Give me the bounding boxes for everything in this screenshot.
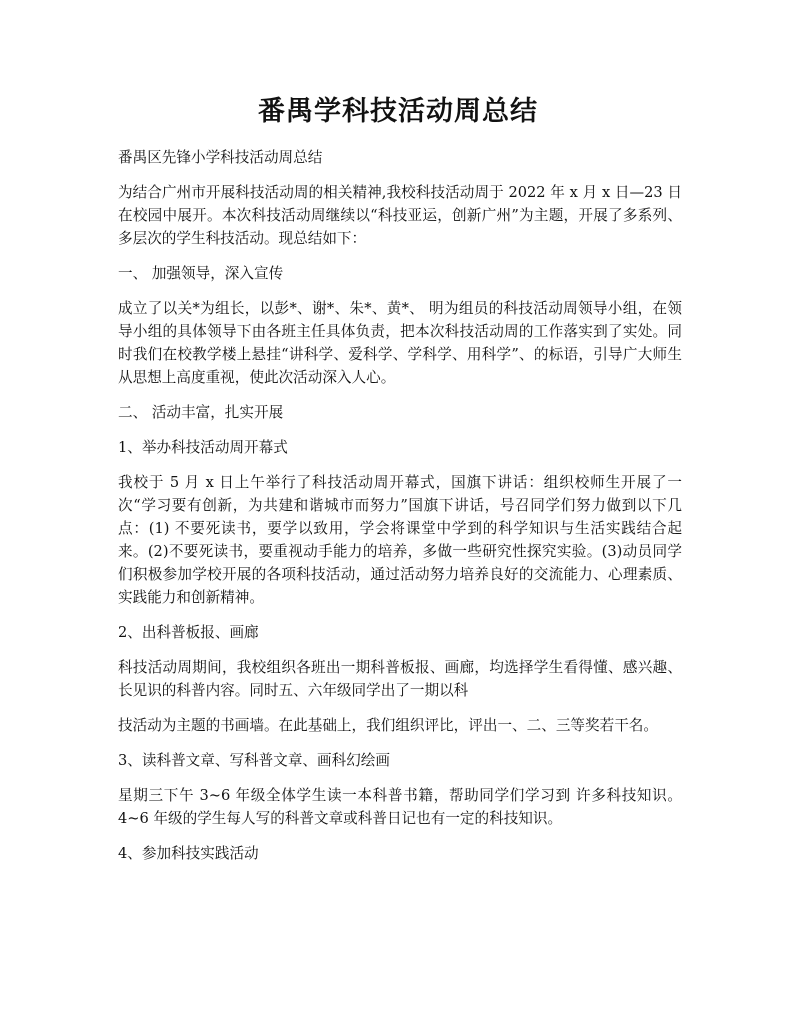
document-body (118, 146, 682, 877)
reading-paragraph: 星期三下午 3~6 年级全体学生读一本科普书籍，帮助同学们学习到 许多科技知识。4~6 年级的学生每人写的科普文章或科普日记也有一定的科技知识。 (118, 787, 682, 827)
intro-paragraph: 为结合广州市开展科技活动周的相关精神,我校科技活动周于 2022 年 x 月 x 日—23 日在校园中展开。本次科技活动周继续以“科技亚运，创新广州”为主题，开展了多系列、多层次的学生科技活动。现总结如下： (118, 184, 682, 247)
subheading-2: 2、出科普板报、画廊 (118, 624, 259, 641)
subheading-4: 4、参加科技实践活动 (118, 845, 259, 862)
document-subtitle: 番禺区先锋小学科技活动周总结 (118, 149, 323, 166)
bulletin-paragraph-part-1: 科技活动周期间，我校组织各班出一期科普板报、画廊，均选择学生看得懂、感兴趣、长见识的科普内容。同时五、六年级同学出了一期以科 (118, 659, 682, 699)
section-heading-1: 一、 加强领导，深入宣传 (118, 265, 284, 282)
section-heading-2: 二、 活动丰富，扎实开展 (118, 404, 284, 421)
bulletin-paragraph-part-2: 技活动为主题的书画墙。在此基础上，我们组织评比，评出一、二、三等奖若干名。 (118, 717, 658, 734)
document-title: 番禺学科技活动周总结 (258, 96, 538, 127)
opening-ceremony-paragraph: 我校于 5 月 x 日上午举行了科技活动周开幕式，国旗下讲话：组织校师生开展了一次“学习要有创新，为共建和谐城市而努力”国旗下讲话，号召同学们努力做到以下几点：(1) 不要死读书，要学以致用，学会将课堂中学到的科学知识与生活实践结合起来。(2)不要死读书，要重视动手能力的培养，多做一些研究性探究实验。(3)动员同学们积极参加学校开展的各项科技活动，通过活动努力培养良好的交流能力、心理素质、实践能力和创新精神。 (118, 474, 682, 606)
subheading-1: 1、举办科技活动周开幕式 (118, 439, 288, 456)
leadership-paragraph: 成立了以关*为组长，以彭*、谢*、朱*、黄*、 明为组员的科技活动周领导小组，在领导小组的具体领导下由各班主任具体负责，把本次科技活动周的工作落实到了实处。同时我们在校教学楼上悬挂“讲科学、爱科学、学科学、用科学”、的标语，引导广大师生从思想上高度重视，使此次活动深入人心。 (118, 300, 682, 386)
subheading-3: 3、读科普文章、写科普文章、画科幻绘画 (118, 752, 390, 769)
